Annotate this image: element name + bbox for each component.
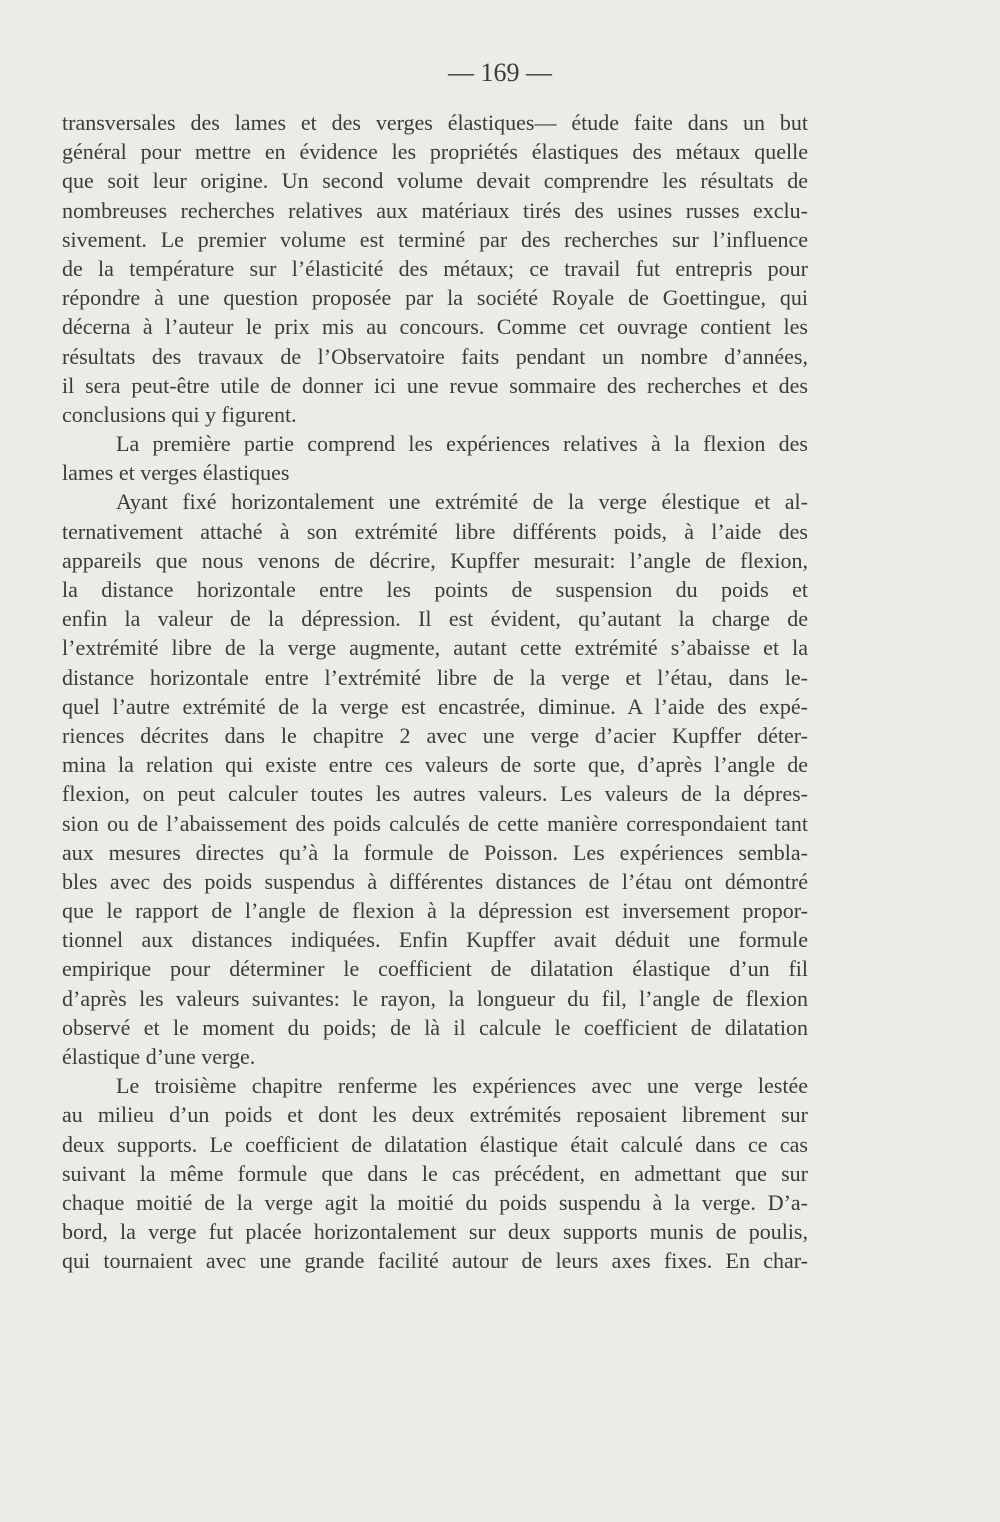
text-line: Ayant fixé horizontalement une extrémité de la verge élestique et al- bbox=[116, 489, 808, 515]
text-line: ternativement attaché à son extrémité libre différents poids, à l’aide des bbox=[62, 518, 808, 544]
text-line: sivement. Le premier volume est terminé par des recherches sur l’influence bbox=[62, 226, 808, 252]
text-line: distance horizontale entre l’extrémité libre de la verge et l’étau, dans le- bbox=[62, 664, 808, 690]
text-line: suivant la même formule que dans le cas précédent, en admettant que sur bbox=[62, 1160, 808, 1186]
text-line: d’après les valeurs suivantes: le rayon, la longueur du fil, l’angle de flexion bbox=[62, 985, 808, 1011]
text-line: répondre à une question proposée par la société Royale de Goettingue, qui bbox=[62, 285, 808, 311]
body-text bbox=[62, 108, 808, 1276]
text-line: nombreuses recherches relatives aux matériaux tirés des usines russes exclu- bbox=[62, 197, 808, 223]
text-line: tionnel aux distances indiquées. Enfin Kupffer avait déduit une formule bbox=[62, 927, 808, 953]
text-line: riences décrites dans le chapitre 2 avec une verge d’acier Kupffer déter- bbox=[62, 722, 808, 748]
text-line: l’extrémité libre de la verge augmente, autant cette extrémité s’abaisse et la bbox=[62, 635, 808, 661]
text-line: de la température sur l’élasticité des métaux; ce travail fut entrepris pour bbox=[62, 255, 808, 281]
text-line: au milieu d’un poids et dont les deux extrémités reposaient librement sur bbox=[62, 1102, 808, 1128]
text-line: que le rapport de l’angle de flexion à la dépression est inversement propor- bbox=[62, 898, 808, 924]
text-line: élastique d’une verge. bbox=[62, 1044, 256, 1069]
text-line: conclusions qui y figurent. bbox=[62, 401, 297, 427]
text-line: flexion, on peut calculer toutes les autres valeurs. Les valeurs de la dépres- bbox=[62, 781, 808, 807]
text-line: Le troisième chapitre renferme les expériences avec une verge lestée bbox=[116, 1073, 808, 1099]
text-line: chaque moitié de la verge agit la moitié du poids suspendu à la verge. D’a- bbox=[62, 1189, 808, 1215]
text-line: bles avec des poids suspendus à différentes distances de l’étau ont démontré bbox=[62, 868, 808, 894]
text-line: il sera peut-être utile de donner ici une revue sommaire des recherches et des bbox=[62, 372, 808, 398]
text-line: qui tournaient avec une grande facilité autour de leurs axes fixes. En char- bbox=[62, 1248, 808, 1274]
text-line: la distance horizontale entre les points de suspension du poids et bbox=[62, 577, 808, 602]
text-line: aux mesures directes qu’à la formule de Poisson. Les expériences sembla- bbox=[62, 839, 808, 865]
text-line: général pour mettre en évidence les propriétés élastiques des métaux quelle bbox=[62, 139, 808, 165]
text-line: observé et le moment du poids; de là il calcule le coefficient de dilatation bbox=[62, 1014, 808, 1040]
text-line: deux supports. Le coefficient de dilatation élastique était calculé dans ce cas bbox=[62, 1131, 808, 1157]
text-line: quel l’autre extrémité de la verge est encastrée, diminue. A l’aide des expé- bbox=[62, 693, 808, 719]
text-line: décerna à l’auteur le prix mis au concours. Comme cet ouvrage contient les bbox=[62, 314, 808, 340]
text-line: enfin la valeur de la dépression. Il est évident, qu’autant la charge de bbox=[62, 606, 808, 632]
text-line: La première partie comprend les expériences relatives à la flexion des bbox=[116, 431, 808, 457]
text-line: mina la relation qui existe entre ces valeurs de sorte que, d’après l’angle de bbox=[62, 752, 808, 778]
page-number: — 169 — bbox=[448, 58, 552, 87]
text-line: sion ou de l’abaissement des poids calculés de cette manière correspondaient tant bbox=[62, 810, 808, 836]
text-line: transversales des lames et des verges élastiques— étude faite dans un but bbox=[62, 110, 808, 135]
text-line: résultats des travaux de l’Observatoire faits pendant un nombre d’années, bbox=[62, 343, 808, 369]
text-line: bord, la verge fut placée horizontalement sur deux supports munis de poulis, bbox=[62, 1219, 808, 1245]
text-line: lames et verges élastiques bbox=[62, 460, 290, 486]
text-line: que soit leur origine. Un second volume devait comprendre les résultats de bbox=[62, 168, 808, 194]
text-line: appareils que nous venons de décrire, Kupffer mesurait: l’angle de flexion, bbox=[62, 547, 808, 573]
text-line: empirique pour déterminer le coefficient de dilatation élastique d’un fil bbox=[62, 956, 808, 982]
